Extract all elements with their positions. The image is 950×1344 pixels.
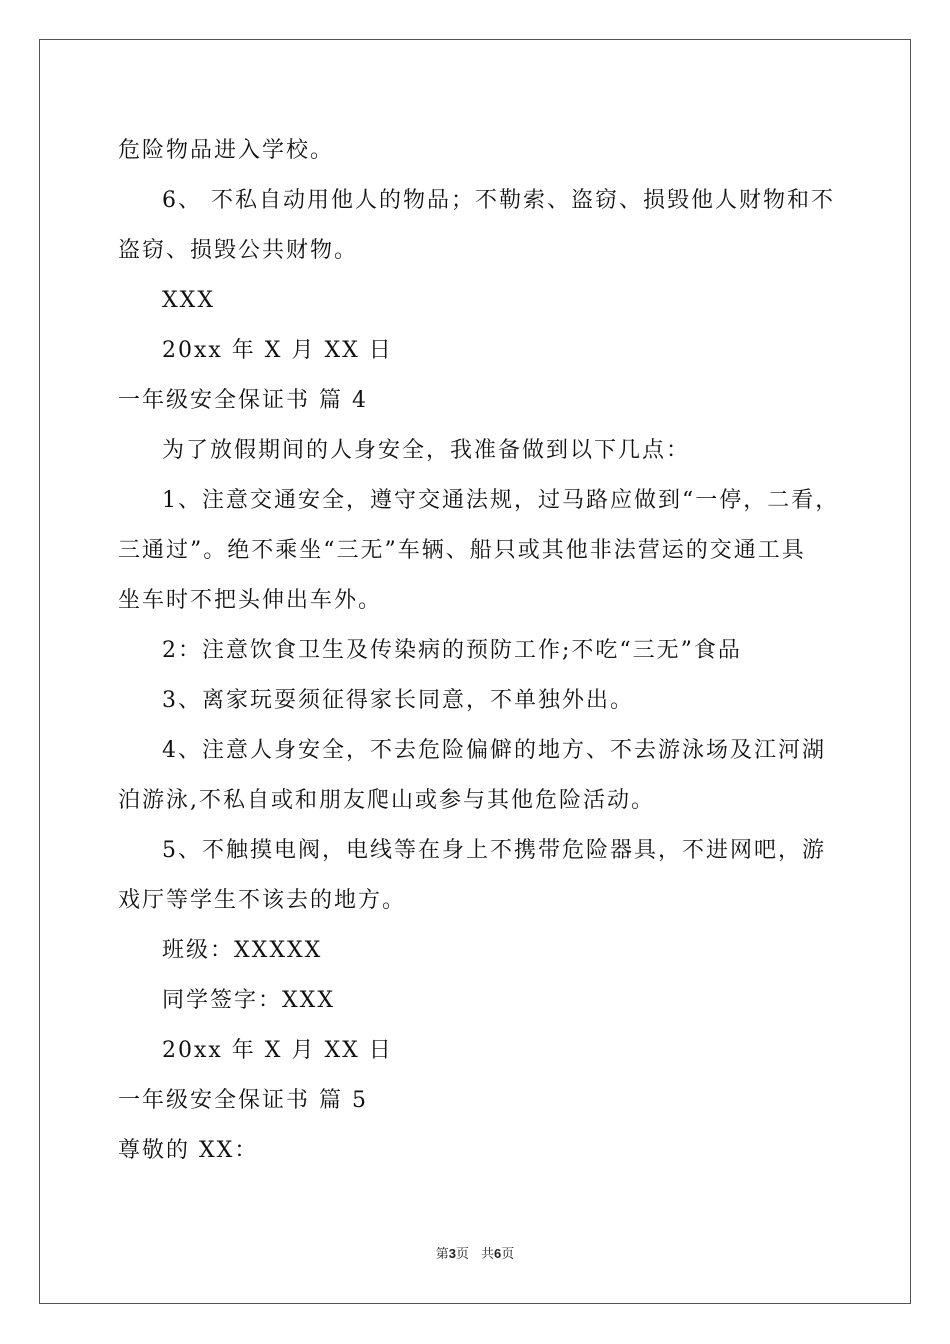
page-current: 3 — [448, 1246, 456, 1261]
section-heading: 一年级安全保证书 篇 4 — [118, 388, 368, 413]
text-line: 盗窃、损毁公共财物。 — [118, 238, 359, 263]
document-body — [118, 126, 838, 1176]
text-line: 三通过”。绝不乘坐“三无”车辆、船只或其他非法营运的交通工具 — [118, 538, 806, 563]
text-line: 危险物品进入学校。 — [118, 138, 335, 163]
text-line: 2：注意饮食卫生及传染病的预防工作;不吃“三无”食品 — [162, 638, 742, 663]
text-line: 3、离家玩耍须征得家长同意，不单独外出。 — [162, 688, 634, 713]
date-line: 20xx 年 X 月 XX 日 — [162, 338, 393, 363]
text-line: 1、注意交通安全，遵守交通法规，过马路应做到“一停，二看， — [162, 488, 840, 513]
text-line: 坐车时不把头伸出车外。 — [118, 588, 383, 613]
total-prefix: 共 — [481, 1247, 495, 1262]
signature-line: XXX — [162, 288, 215, 313]
section-heading: 一年级安全保证书 篇 5 — [118, 1088, 368, 1113]
text-line: 泊游泳,不私自或和朋友爬山或参与其他危险活动。 — [118, 788, 655, 813]
text-line: 5、不触摸电阀，电线等在身上不携带危险器具，不进网吧，游 — [162, 838, 826, 863]
date-line: 20xx 年 X 月 XX 日 — [162, 1038, 393, 1063]
page-total: 6 — [494, 1246, 502, 1261]
class-line: 班级：XXXXX — [162, 938, 323, 963]
salutation-line: 尊敬的 XX： — [118, 1138, 259, 1163]
text-line: 4、注意人身安全，不去危险偏僻的地方、不去游泳场及江河湖 — [162, 738, 826, 763]
page-prefix: 第 — [435, 1247, 449, 1262]
text-line: 6、 不私自动用他人的物品；不勒索、盗窃、损毁他人财物和不 — [162, 188, 835, 213]
text-line: 戏厅等学生不该去的地方。 — [118, 888, 407, 913]
total-suffix: 页 — [501, 1247, 515, 1262]
text-line: 为了放假期间的人身安全，我准备做到以下几点： — [162, 438, 691, 463]
page-suffix: 页 — [455, 1247, 469, 1262]
signature-line: 同学签字：XXX — [162, 988, 335, 1013]
page-footer — [0, 1244, 950, 1265]
